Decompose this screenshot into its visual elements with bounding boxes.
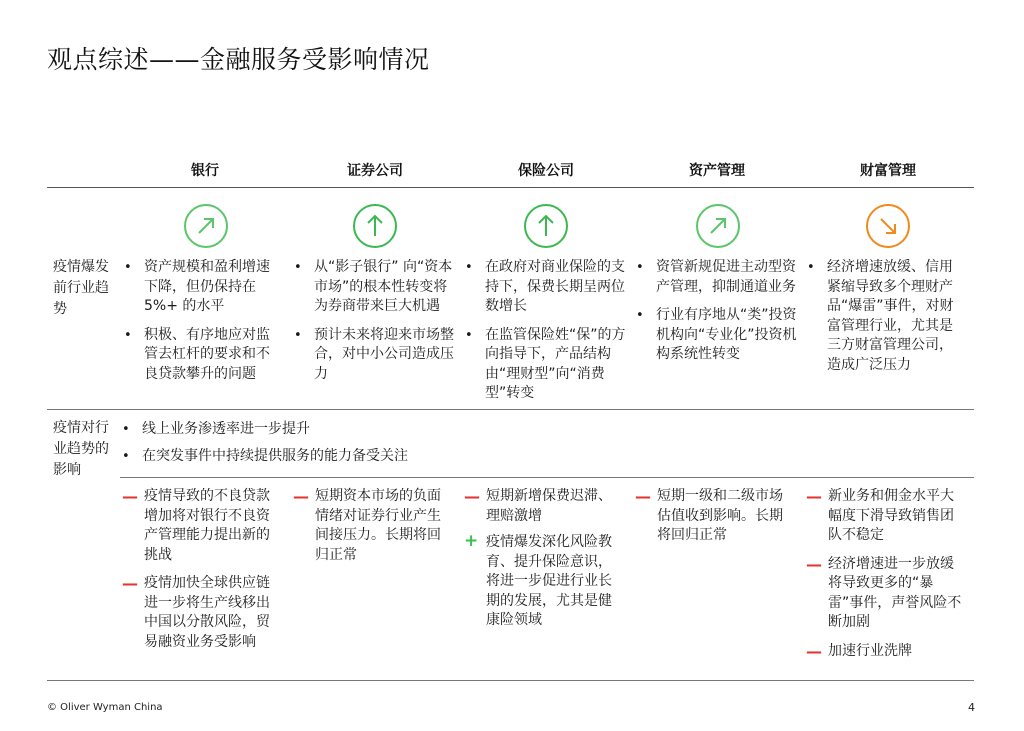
column-header-securities: 证券公司 xyxy=(347,163,403,179)
securities-trend-cell xyxy=(292,258,454,393)
asset-management-trend-cell xyxy=(634,258,800,374)
list-item: • 资管新规促进主动型资产管理，抑制通道业务 xyxy=(634,258,800,297)
wealth-management-trend-cell xyxy=(805,258,965,384)
insurance-impact-cell xyxy=(464,487,624,640)
minus-icon: — xyxy=(806,554,822,574)
row-label-epidemic-impact: 疫情对行业趋势的影响 xyxy=(53,420,109,478)
page-title: 观点综述——金融服务受影响情况 xyxy=(47,45,430,74)
asset-management-impact-cell xyxy=(635,487,795,555)
minus-icon: — xyxy=(806,641,822,661)
securities-impact-cell xyxy=(293,487,453,574)
list-item: • 经济增速放缓、信用紧缩导致多个理财产品“爆雷”事件，对财富管理行业，尤其是三方财富管理公司，造成广泛压力 xyxy=(805,258,965,375)
column-header-wealth-management: 财富管理 xyxy=(860,163,916,179)
list-item: — 短期资本市场的负面情绪对证券行业产生间接压力。长期将回归正常 xyxy=(293,487,441,563)
minus-icon: — xyxy=(122,487,138,506)
list-item: — 疫情导致的不良贷款增加将对银行不良资产管理能力提出新的挑战 xyxy=(122,487,270,563)
arrow-down-right-icon xyxy=(864,202,912,250)
minus-icon: — xyxy=(293,487,309,506)
arrow-up-right-icon xyxy=(694,202,742,250)
list-item: • 资产规模和盈利增速下降，但仍保持在5%+ 的水平 xyxy=(122,258,282,317)
list-item: • 预计未来将迎来市场整合，对中小公司造成压力 xyxy=(292,326,454,385)
minus-icon: — xyxy=(806,487,822,506)
arrow-up-icon xyxy=(522,202,570,250)
copyright-footer: © Oliver Wyman China xyxy=(47,702,163,713)
list-item: • 在突发事件中持续提供服务的能力备受关注 xyxy=(120,447,820,466)
list-item: • 线上业务渗透率进一步提升 xyxy=(120,420,820,439)
plus-icon: + xyxy=(464,531,479,551)
list-item: • 从“影子银行” 向“资本市场”的根本性转变将为券商带来巨大机遇 xyxy=(292,258,454,317)
bank-trend-cell xyxy=(122,258,282,393)
list-item: — 经济增速进一步放缓将导致更多的“暴雷”事件，声誉风险不断加剧 xyxy=(806,554,962,630)
list-item: + 疫情爆发深化风险教育、提升保险意识，将进一步促进行业长期的发展，尤其是健康险领域 xyxy=(464,531,612,628)
arrow-up-icon xyxy=(351,202,399,250)
bank-impact-cell xyxy=(122,487,282,661)
row-label-pre-epidemic-trend: 疫情爆发前行业趋势 xyxy=(53,259,109,317)
list-item: — 加速行业洗牌 xyxy=(806,641,912,661)
general-impact-list xyxy=(120,420,820,474)
minus-icon: — xyxy=(635,487,651,506)
table-bottom-border xyxy=(47,680,974,681)
list-item: — 疫情加快全球供应链进一步将生产线移出中国以分散风险，贸易融资业务受影响 xyxy=(122,574,270,650)
list-item: • 积极、有序地应对监管去杠杆的要求和不良贷款攀升的问题 xyxy=(122,326,282,385)
minus-icon: — xyxy=(464,487,480,506)
list-item: — 短期一级和二级市场估值收到影响。长期将回归正常 xyxy=(635,487,783,543)
column-header-bank: 银行 xyxy=(191,163,219,179)
list-item: — 新业务和佣金水平大幅度下滑导致销售团队不稳定 xyxy=(806,487,954,543)
list-item: • 在监管保险姓“保”的方向指导下，产品结构由“理财型”向“消费型”转变 xyxy=(463,326,631,404)
column-header-asset-management: 资产管理 xyxy=(689,163,745,179)
insurance-trend-cell xyxy=(463,258,631,413)
list-item: • 行业有序地从“类”投资机构向“专业化”投资机构系统性转变 xyxy=(634,306,800,365)
row-divider xyxy=(47,409,974,410)
list-item: • 在政府对商业保险的支持下，保费长期呈两位数增长 xyxy=(463,258,631,317)
header-divider xyxy=(47,187,974,188)
column-header-insurance: 保险公司 xyxy=(518,163,574,179)
wealth-management-impact-cell xyxy=(806,487,966,670)
minus-icon: — xyxy=(122,574,138,593)
page-number: 4 xyxy=(968,701,975,714)
list-item: — 短期新增保费迟滞、理赔激增 xyxy=(464,487,612,524)
arrow-up-right-icon xyxy=(182,202,230,250)
sub-row-divider xyxy=(120,477,974,478)
